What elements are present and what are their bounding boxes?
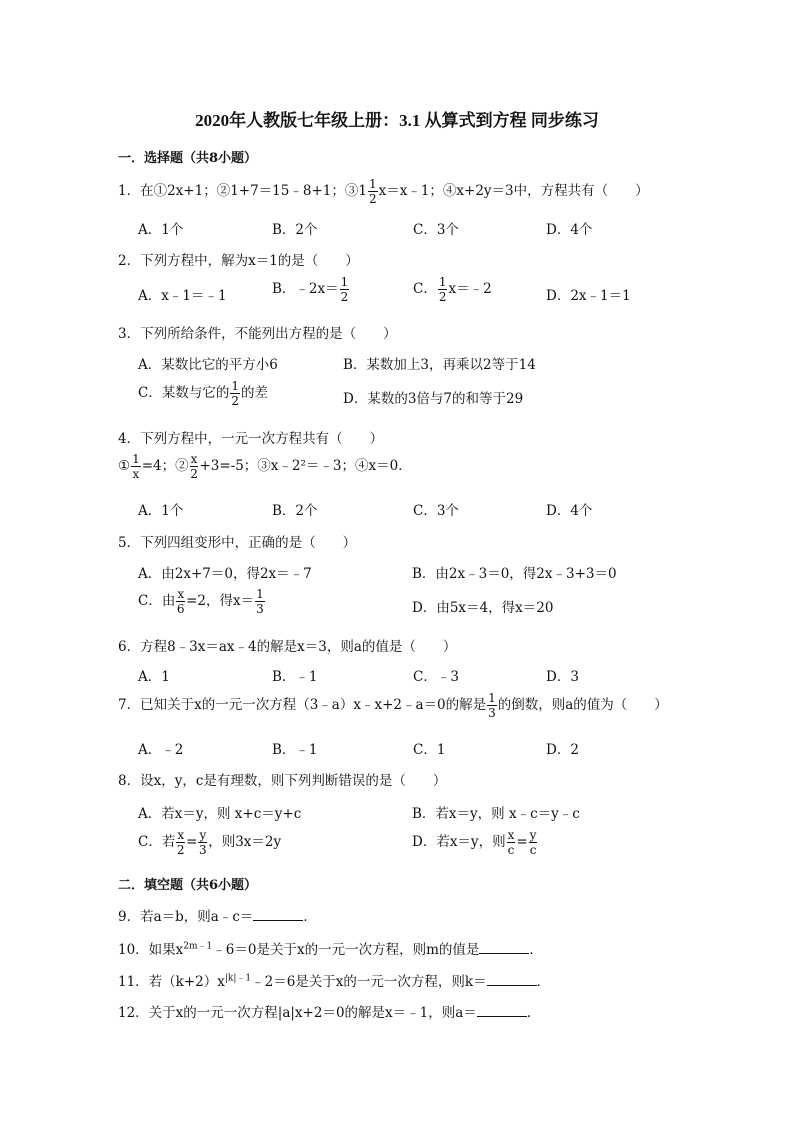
- q4-option-b[interactable]: B．2个: [272, 503, 318, 519]
- q3-option-a[interactable]: A．某数比它的平方小6: [138, 357, 278, 373]
- q4-option-d[interactable]: D．4个: [546, 503, 593, 519]
- q8-option-a[interactable]: A．若x＝y，则 x+c＝y+c: [138, 806, 302, 822]
- question-7: 7．已知关于x的一元一次方程（3﹣a）x﹣x+2﹣a＝0的解是 $\frac{1}{3}$ 的倒数，则a的值为（ ）: [118, 691, 668, 720]
- q8-option-c[interactable]: C．若 $\frac{x}{2}$ = $\frac{y}{3}$ ，则3x＝2y: [138, 828, 282, 857]
- q1-whole: 1: [358, 183, 367, 199]
- question-2: 2．下列方程中，解为x＝1的是（ ）: [118, 253, 359, 269]
- q7-option-a[interactable]: A．﹣2: [138, 742, 184, 758]
- q5-option-d[interactable]: D．由5x＝4，得x＝20: [412, 600, 554, 616]
- q2-option-d[interactable]: D．2x﹣1＝1: [546, 288, 631, 304]
- question-10: 10．如果$x^{2m﹣1}﹣6=0$是关于x的一元一次方程，则m的值是 ．: [118, 941, 543, 958]
- q5-option-a[interactable]: A．由2x+7＝0，得2x＝﹣7: [138, 566, 312, 582]
- section-heading-fill: 二．填空题（共6小题）: [118, 878, 258, 893]
- page-title: 2020年人教版七年级上册：3.1 从算式到方程 同步练习: [195, 111, 599, 130]
- q12-answer-blank[interactable]: [477, 1005, 527, 1017]
- q1-fraction: $\frac{1}{2}$: [368, 177, 377, 206]
- q1-text: x＝x﹣1；④x+2y＝3中，方程共有（ ）: [378, 183, 649, 199]
- q6-option-a[interactable]: A．1: [138, 669, 170, 685]
- section-heading-choice: 一．选择题（共8小题）: [118, 151, 258, 166]
- question-11: 11．若$(k+2)x^{|k|﹣1}﹣2=6$是关于x的一元一次方程，则k＝ ．: [118, 973, 551, 990]
- q3-option-b[interactable]: B．某数加上3，再乘以2等于14: [343, 357, 536, 373]
- q3-option-c[interactable]: C．某数与它的 $\frac{1}{2}$ 的差: [138, 379, 268, 408]
- q6-option-d[interactable]: D．3: [546, 669, 579, 685]
- question-12: 12．关于x的一元一次方程|a|x+2＝0的解是x＝﹣1，则a＝ ．: [118, 1005, 541, 1021]
- q8-option-b[interactable]: B．若x＝y，则 x﹣c＝y﹣c: [412, 806, 580, 822]
- q8-option-d[interactable]: D．若x＝y，则 $\frac{x}{c}$ = $\frac{y}{c}$: [412, 828, 537, 857]
- q6-option-c[interactable]: C．﹣3: [413, 669, 459, 685]
- question-5: 5．下列四组变形中，正确的是（ ）: [118, 535, 357, 551]
- q4-option-c[interactable]: C．3个: [413, 503, 459, 519]
- q1-option-c[interactable]: C．3个: [413, 222, 459, 238]
- q7-option-c[interactable]: C．1: [413, 742, 446, 758]
- question-8: 8．设x，y，c是有理数，则下列判断错误的是（ ）: [118, 773, 447, 789]
- q5-option-c[interactable]: C．由 $\frac{x}{6}$ =2，得x＝ $\frac{1}{3}$: [138, 587, 264, 616]
- q6-option-b[interactable]: B．﹣1: [272, 669, 318, 685]
- q4-option-a[interactable]: A．1个: [138, 503, 184, 519]
- q1-option-a[interactable]: A．1个: [138, 222, 184, 238]
- q2-option-a[interactable]: A．x﹣1＝﹣1: [138, 288, 227, 304]
- question-6: 6．方程8﹣3x＝ax﹣4的解是x＝3，则a的值是（ ）: [118, 639, 457, 655]
- q11-answer-blank[interactable]: [487, 974, 537, 986]
- q3-option-d[interactable]: D．某数的3倍与7的和等于29: [343, 391, 524, 407]
- q1-prefix: 1．在①2x+1；②1+7＝15﹣8+1；③: [118, 183, 359, 199]
- question-3: 3．下列所给条件，不能列出方程的是（ ）: [118, 326, 397, 342]
- q9-answer-blank[interactable]: [253, 909, 303, 921]
- question-4: 4．下列方程中，一元一次方程共有（ ）: [118, 431, 384, 447]
- q1-option-d[interactable]: D．4个: [546, 222, 593, 238]
- q2-option-c[interactable]: C． $\frac{1}{2}$ x＝﹣2: [413, 275, 492, 304]
- q4-equations: ① $\frac{1}{x}$ =4；② $\frac{x}{2}$ +3=-5；③x﹣2²＝﹣3；④x＝0．: [118, 452, 412, 481]
- q5-option-b[interactable]: B．由2x﹣3＝0，得2x﹣3+3＝0: [412, 566, 617, 582]
- q1-option-b[interactable]: B．2个: [272, 222, 318, 238]
- question-1: [118, 178, 649, 205]
- q7-option-b[interactable]: B．﹣1: [272, 742, 318, 758]
- question-9: 9．若a＝b，则a﹣c＝ ．: [118, 909, 317, 925]
- q10-answer-blank[interactable]: [479, 942, 529, 954]
- q2-option-b[interactable]: B．﹣2x＝ $\frac{1}{2}$: [272, 275, 349, 304]
- q7-option-d[interactable]: D．2: [546, 742, 579, 758]
